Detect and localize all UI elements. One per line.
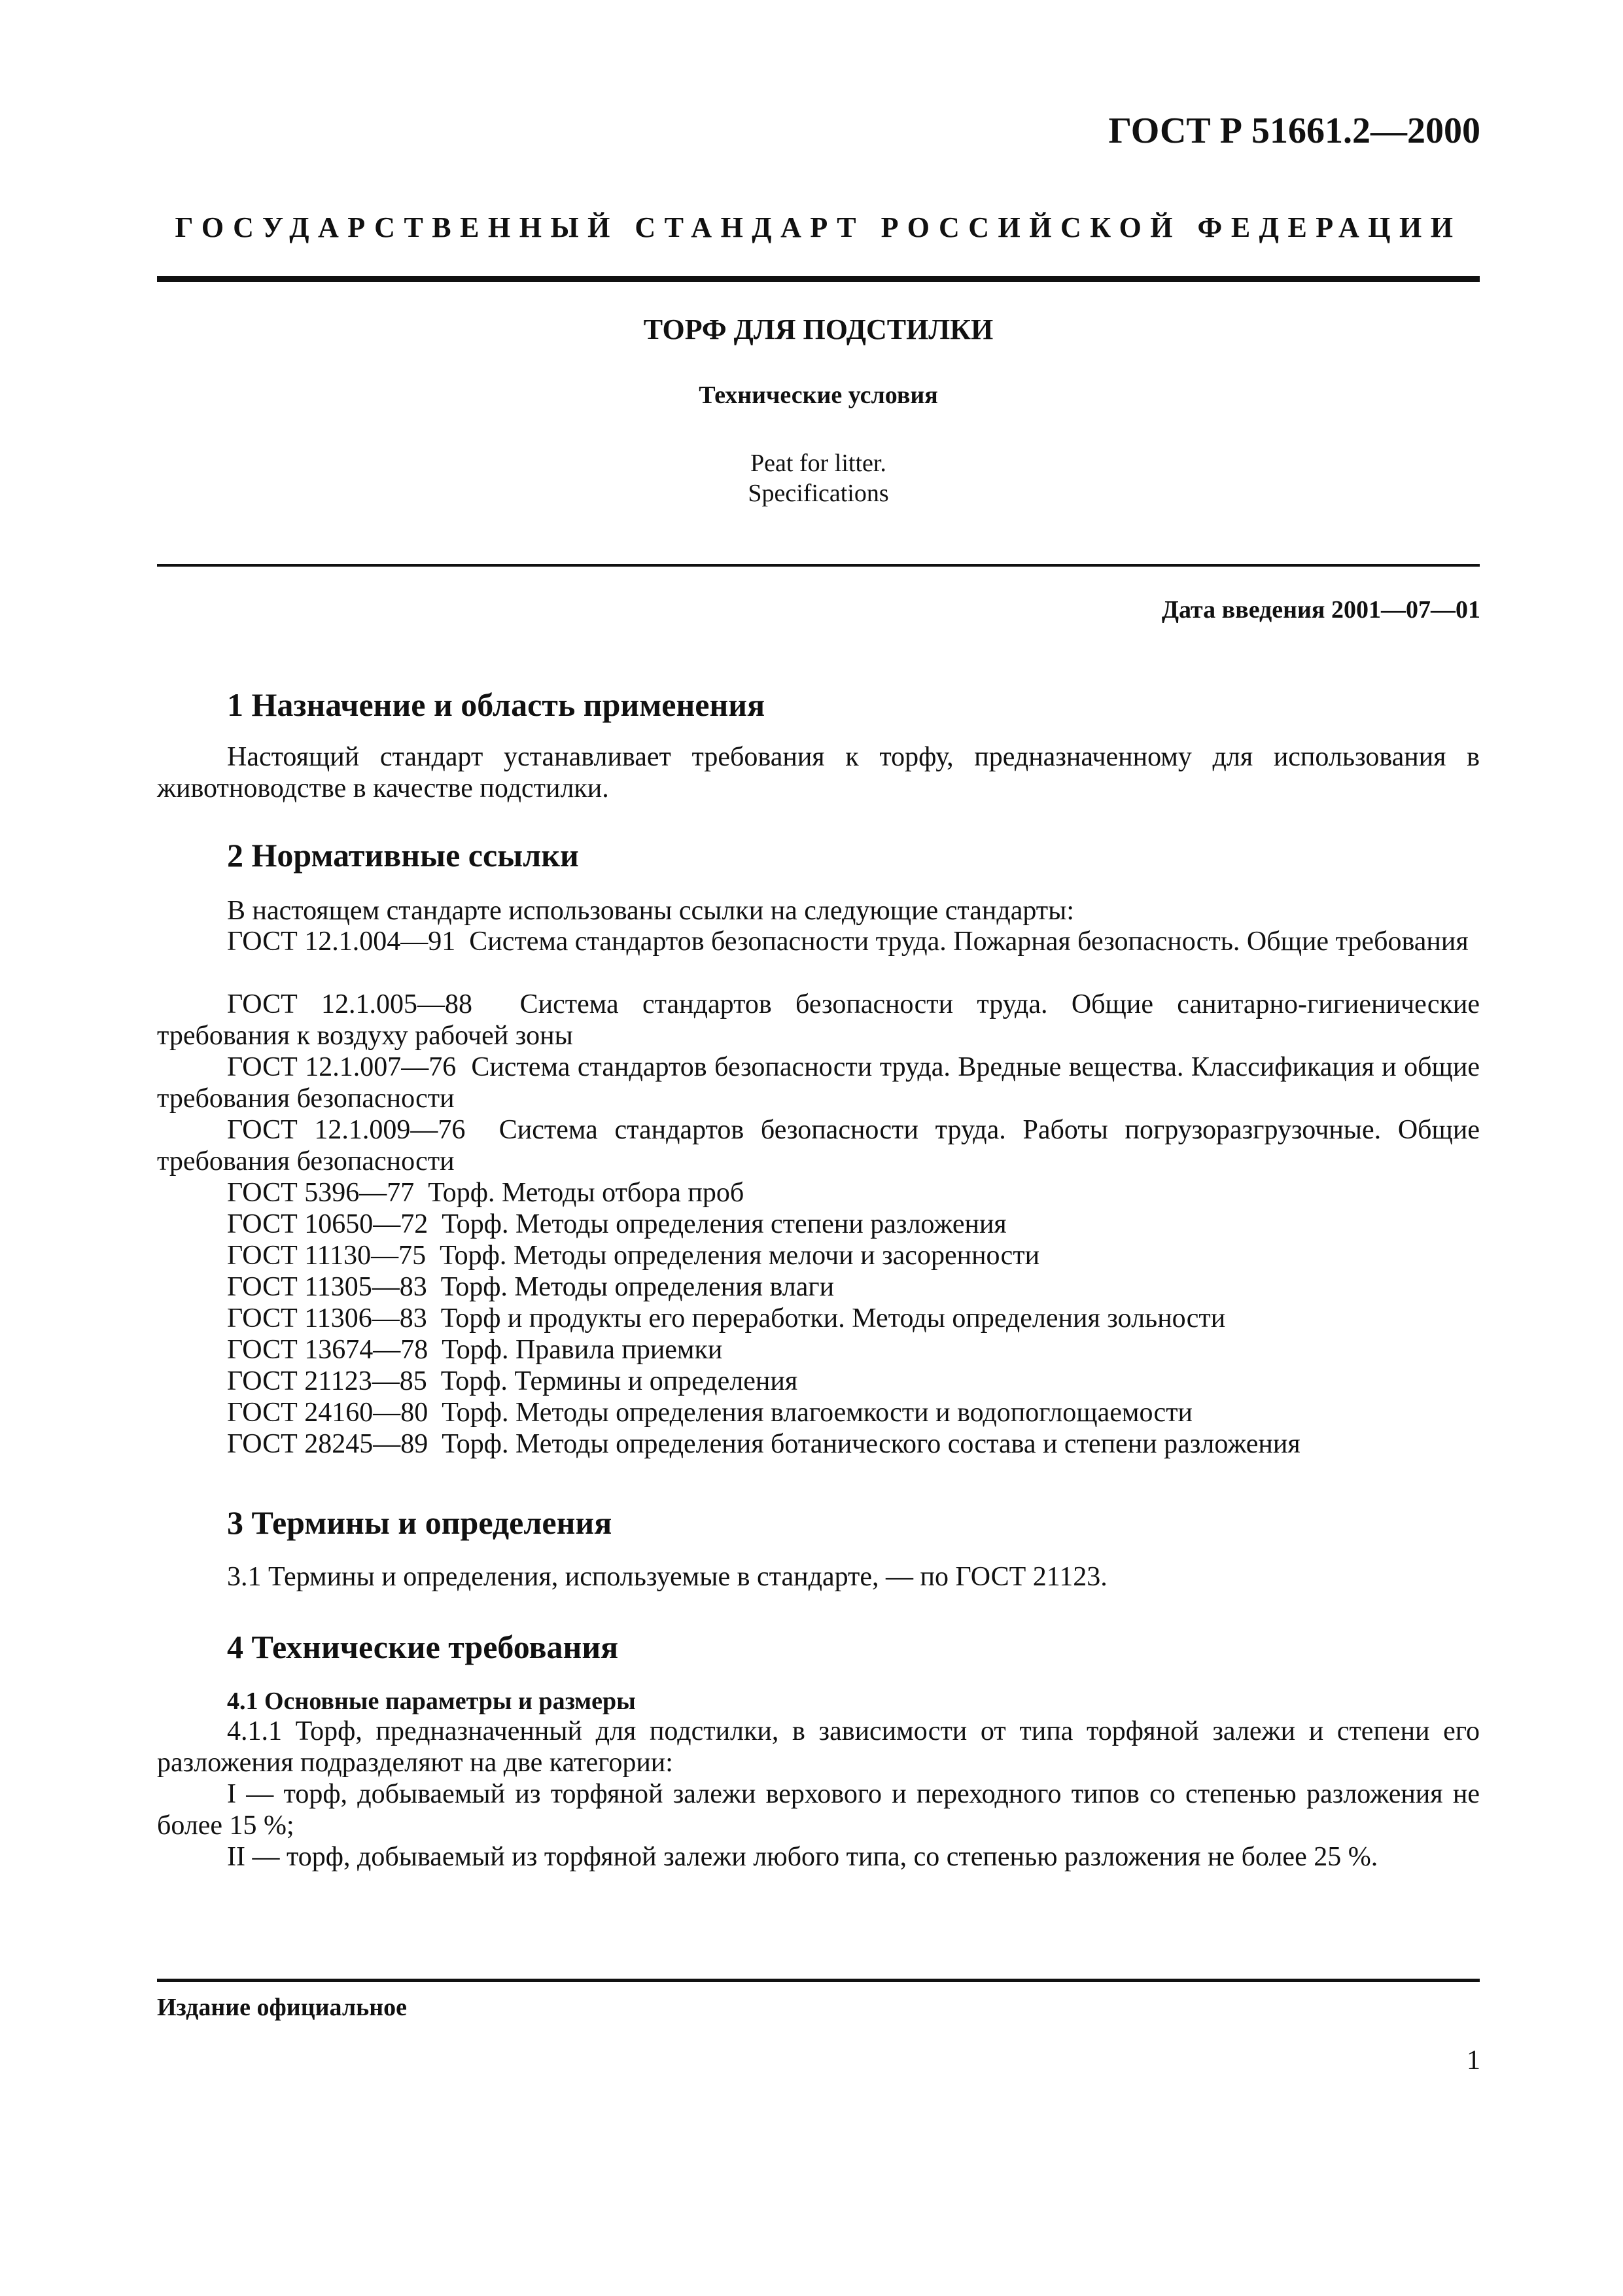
reference-text: Торф. Методы определения влаги <box>440 1272 835 1302</box>
reference-text: Торф. Методы определения мелочи и засоренности <box>440 1241 1040 1271</box>
reference-item <box>227 1209 1007 1240</box>
reference-text: Торф. Правила приемки <box>442 1335 723 1365</box>
reference-code: ГОСТ 5396—77 <box>227 1178 415 1208</box>
reference-item <box>227 1334 722 1366</box>
state-standard-heading: ГОСУДАРСТВЕННЫЙ СТАНДАРТ РОССИЙСКОЙ ФЕДЕРАЦИИ <box>175 211 1462 243</box>
reference-code: ГОСТ 12.1.007—76 <box>227 1052 457 1082</box>
reference-item <box>157 926 1480 957</box>
reference-item <box>227 1303 1225 1334</box>
reference-text: Система стандартов безопасности труда. Общие санитарно-гигиенические требования к воздуху рабочей зоны <box>157 989 1480 1051</box>
reference-text: Система стандартов безопасности труда. Вредные вещества. Классификация и общие требования безопасности <box>157 1052 1480 1114</box>
reference-code: ГОСТ 12.1.009—76 <box>227 1115 466 1145</box>
section-1-heading: 1 Назначение и область применения <box>227 686 765 723</box>
section-3-heading: 3 Термины и определения <box>227 1504 612 1541</box>
document-subtitle: Технические условия <box>699 381 938 409</box>
reference-item <box>227 1177 744 1209</box>
reference-text: Торф. Методы определения ботанического состава и степени разложения <box>442 1429 1300 1459</box>
reference-item <box>227 1271 834 1303</box>
section-2-heading: 2 Нормативные ссылки <box>227 837 579 874</box>
section-4-paragraph: II — торф, добываемый из торфяной залежи любого типа, со степенью разложения не более 25 %. <box>227 1842 1378 1872</box>
reference-item <box>227 1397 1193 1428</box>
section-2-intro: В настоящем стандарте использованы ссылки на следующие стандарты: <box>227 896 1075 926</box>
reference-text: Торф. Методы определения влагоемкости и водопоглощаемости <box>442 1398 1193 1428</box>
introduction-date: Дата введения 2001—07—01 <box>1161 596 1480 624</box>
section-4-paragraph: I — торф, добываемый из торфяной залежи верхового и переходного типов со степенью разложения не более 15 %; <box>157 1779 1480 1841</box>
reference-item <box>157 989 1480 1051</box>
reference-item <box>227 1240 1039 1271</box>
page-number: 1 <box>1467 2045 1480 2075</box>
section-3-paragraph: 3.1 Термины и определения, используемые в стандарте, — по ГОСТ 21123. <box>227 1562 1108 1592</box>
reference-text: Торф. Методы определения степени разложения <box>442 1209 1007 1239</box>
reference-item <box>227 1366 797 1397</box>
reference-code: ГОСТ 11305—83 <box>227 1272 427 1302</box>
section-4-paragraph: 4.1.1 Торф, предназначенный для подстилки, в зависимости от типа торфяной залежи и степени его разложения подразделяют на две категории: <box>157 1716 1480 1778</box>
reference-code: ГОСТ 13674—78 <box>227 1335 428 1365</box>
reference-code: ГОСТ 11130—75 <box>227 1241 427 1271</box>
reference-code: ГОСТ 28245—89 <box>227 1429 428 1459</box>
reference-item <box>157 1051 1480 1114</box>
reference-code: ГОСТ 12.1.005—88 <box>227 989 473 1019</box>
document-title: ТОРФ ДЛЯ ПОДСТИЛКИ <box>643 313 994 345</box>
reference-code: ГОСТ 11306—83 <box>227 1303 427 1333</box>
reference-text: Торф. Методы отбора проб <box>428 1178 744 1208</box>
reference-text: Торф. Термины и определения <box>440 1366 798 1396</box>
english-title: Peat for litter. Specifications <box>748 450 889 507</box>
reference-item <box>227 1428 1300 1460</box>
reference-code: ГОСТ 21123—85 <box>227 1366 427 1396</box>
edition-label: Издание официальное <box>157 1994 408 2021</box>
document-number: ГОСТ Р 51661.2—2000 <box>1108 111 1480 151</box>
reference-item <box>157 1114 1480 1177</box>
bottom-rule <box>157 1979 1480 1982</box>
middle-rule <box>157 564 1480 567</box>
top-rule <box>157 276 1480 282</box>
reference-code: ГОСТ 10650—72 <box>227 1209 428 1239</box>
section-1-paragraph: Настоящий стандарт устанавливает требования к торфу, предназначенному для использования в животноводстве в качестве подстилки. <box>157 742 1480 804</box>
reference-text: Система стандартов безопасности труда. Работы погрузоразгрузочные. Общие требования безопасности <box>157 1115 1480 1176</box>
reference-code: ГОСТ 12.1.004—91 <box>227 927 456 957</box>
reference-text: Торф и продукты его переработки. Методы определения зольности <box>440 1303 1226 1333</box>
reference-code: ГОСТ 24160—80 <box>227 1398 428 1428</box>
section-4-1-subheading: 4.1 Основные параметры и размеры <box>227 1687 636 1715</box>
reference-text: Система стандартов безопасности труда. Пожарная безопасность. Общие требования <box>469 927 1469 957</box>
section-4-heading: 4 Технические требования <box>227 1629 619 1665</box>
